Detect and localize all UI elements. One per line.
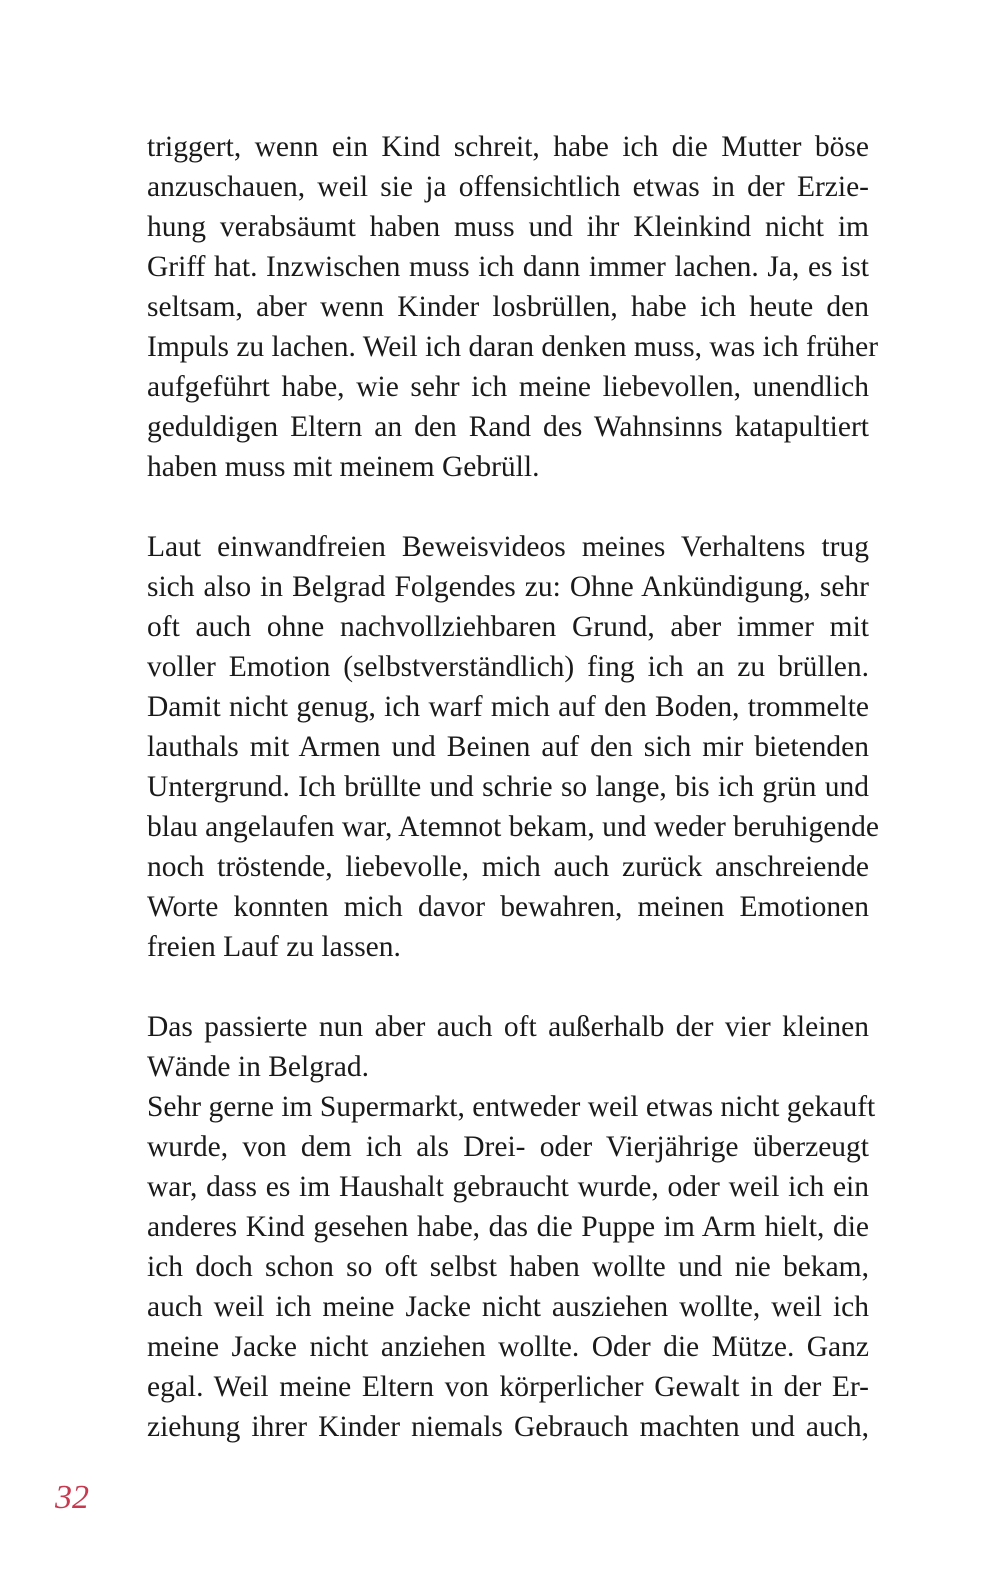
text-line: egal. Weil meine Eltern von körperlicher Gewalt in der Er- bbox=[147, 1371, 869, 1403]
text-line: Das passierte nun aber auch oft außerhalb der vier kleinen bbox=[147, 1011, 869, 1043]
text-line: oft auch ohne nachvollziehbaren Grund, aber immer mit bbox=[147, 611, 869, 643]
text-line: war, dass es im Haushalt gebraucht wurde, oder weil ich ein bbox=[147, 1171, 869, 1203]
text-line: triggert, wenn ein Kind schreit, habe ich die Mutter böse bbox=[147, 131, 869, 163]
text-line: Damit nicht genug, ich warf mich auf den Boden, trommelte bbox=[147, 691, 869, 723]
text-line: voller Emotion (selbstverständlich) fing ich an zu brüllen. bbox=[147, 651, 869, 683]
text-line: freien Lauf zu lassen. bbox=[147, 931, 401, 963]
text-line: geduldigen Eltern an den Rand des Wahnsinns katapultiert bbox=[147, 411, 869, 443]
text-line: noch tröstende, liebevolle, mich auch zurück anschreiende bbox=[147, 851, 869, 883]
text-line: haben muss mit meinem Gebrüll. bbox=[147, 451, 540, 483]
text-line: Griff hat. Inzwischen muss ich dann immer lachen. Ja, es ist bbox=[147, 251, 869, 283]
text-line: auch weil ich meine Jacke nicht ausziehen wollte, weil ich bbox=[147, 1291, 869, 1323]
body-text bbox=[147, 127, 879, 1447]
text-line: lauthals mit Armen und Beinen auf den sich mir bietenden bbox=[147, 731, 869, 763]
text-line: anderes Kind gesehen habe, das die Puppe im Arm hielt, die bbox=[147, 1211, 869, 1243]
text-line: ich doch schon so oft selbst haben wollte und nie bekam, bbox=[147, 1251, 869, 1283]
text-line: Sehr gerne im Supermarkt, entweder weil etwas nicht gekauft bbox=[147, 1091, 876, 1123]
text-line: hung verabsäumt haben muss und ihr Kleinkind nicht im bbox=[147, 211, 869, 243]
paragraph-gap bbox=[147, 487, 869, 527]
text-line: aufgeführt habe, wie sehr ich meine liebevollen, unendlich bbox=[147, 371, 869, 403]
text-line: Wände in Belgrad. bbox=[147, 1051, 369, 1083]
text-line: anzuschauen, weil sie ja offensichtlich etwas in der Erzie- bbox=[147, 171, 869, 203]
text-line: Untergrund. Ich brüllte und schrie so lange, bis ich grün und bbox=[147, 771, 869, 803]
text-line: meine Jacke nicht anziehen wollte. Oder die Mütze. Ganz bbox=[147, 1331, 869, 1363]
text-line: wurde, von dem ich als Drei- oder Vierjährige überzeugt bbox=[147, 1131, 869, 1163]
text-line: blau angelaufen war, Atemnot bekam, und weder beruhigende bbox=[147, 811, 879, 843]
text-line: seltsam, aber wenn Kinder losbrüllen, habe ich heute den bbox=[147, 291, 869, 323]
text-line: Impuls zu lachen. Weil ich daran denken muss, was ich früher bbox=[147, 331, 879, 363]
text-line: ziehung ihrer Kinder niemals Gebrauch machten und auch, bbox=[147, 1411, 869, 1443]
paragraph-gap bbox=[147, 967, 869, 1007]
text-line: Worte konnten mich davor bewahren, meinen Emotionen bbox=[147, 891, 869, 923]
text-line: Laut einwandfreien Beweisvideos meines Verhaltens trug bbox=[147, 531, 869, 563]
text-line: sich also in Belgrad Folgendes zu: Ohne Ankündigung, sehr bbox=[147, 571, 869, 603]
page-number: 32 bbox=[55, 1479, 89, 1516]
